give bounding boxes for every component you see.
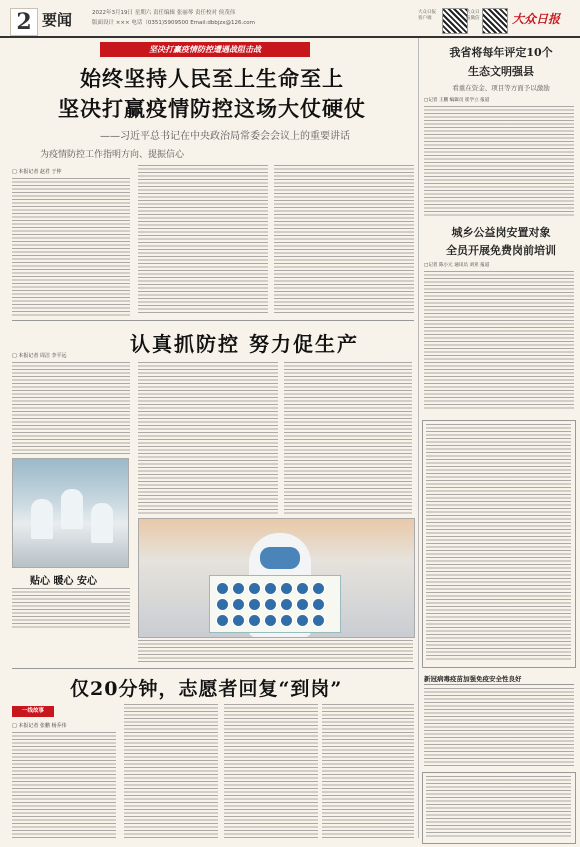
divider (12, 668, 414, 669)
worker-figure (31, 499, 53, 539)
right-story2-title-line1[interactable]: 城乡公益岗安置对象 (451, 226, 551, 239)
worker-figure (91, 503, 113, 543)
commentary-body (426, 424, 571, 662)
right-story3-body (424, 688, 574, 768)
masthead-logo: 大众日报 (512, 12, 561, 26)
lead-subheadline: ——习近平总书记在中央政治局常委会会议上的重要讲话 (100, 131, 350, 142)
header-contact-line: 版面设计 ××× 电话（0351)5909500 Email:dbbjzx@126.com (92, 20, 255, 26)
face-shield (260, 547, 300, 569)
second-headline[interactable]: 认真抓防控 努力促生产 (130, 332, 359, 356)
right-story1-byline: □记者 王鹏 编辑员 崔学立 报道 (424, 98, 490, 103)
right-story3-title[interactable]: 新冠病毒疫苗加强免疫安全性良好 (424, 675, 522, 683)
photo-caption-title: 贴心 暖心 安心 (30, 576, 97, 587)
qr-caption-wechat: 大众日报微信 (466, 10, 480, 21)
volunteer-photo[interactable] (138, 518, 415, 638)
right-story2-body (424, 271, 574, 411)
third-body-col3 (224, 704, 318, 840)
volunteer-photo-caption (138, 640, 413, 662)
column-divider (418, 38, 419, 838)
section-title: 要闻 (42, 11, 73, 29)
second-byline: □ 本报记者 周洁 李平远 (12, 353, 67, 359)
photo-caption-body (12, 588, 130, 628)
qr-code-icon[interactable] (482, 8, 508, 34)
second-body-col1 (12, 362, 130, 454)
third-body-col4 (322, 704, 414, 840)
medical-workers-photo[interactable] (12, 458, 129, 568)
lead-banner: 坚决打赢疫情防控遭遇战阻击战 (100, 42, 310, 57)
lead-body-col3 (274, 165, 414, 315)
second-body-col3 (284, 362, 412, 514)
right-story1-body (424, 106, 574, 218)
third-headline[interactable]: 仅20分钟，志愿者回复“到岗” (70, 678, 343, 700)
divider (12, 320, 414, 321)
third-body-col2 (124, 704, 218, 840)
notice-body (426, 776, 571, 838)
third-body-col1 (12, 732, 116, 840)
story-tag: 一线故事 (12, 706, 54, 717)
lead-body-col1 (12, 178, 130, 316)
worker-figure (61, 489, 83, 529)
qr-caption-app: 大众日报客户端 (418, 10, 436, 21)
lead-subheadline-2: 为疫情防控工作指明方向、提振信心 (40, 150, 185, 160)
lead-headline-line2[interactable]: 坚决打赢疫情防控这场大仗硬仗 (58, 96, 366, 121)
third-byline: □ 本报记者 张鹏 杨乔伟 (12, 723, 67, 729)
right-story1-title-line1[interactable]: 我省将每年评定10个 (449, 46, 553, 59)
header-divider (0, 36, 580, 38)
right-story2-byline: □记者 陈小元 通讯员 刘亚 报道 (424, 263, 490, 268)
lead-byline: □ 本报记者 赵君 于仲 (12, 169, 62, 175)
lead-headline-line1[interactable]: 始终坚持人民至上生命至上 (80, 66, 344, 91)
right-story2-title-line2[interactable]: 全员开展免费岗前培训 (446, 244, 556, 257)
divider (424, 684, 574, 685)
page-number: 2 (10, 8, 38, 36)
right-story1-title-line2[interactable]: 生态文明强县 (468, 65, 534, 78)
qr-code-icon[interactable] (442, 8, 468, 34)
right-story1-subtitle: 看重在资金、项目等方面予以激励 (452, 84, 550, 92)
lead-body-col2 (138, 165, 268, 315)
sticker-sheet (209, 575, 341, 633)
second-body-col2 (138, 362, 278, 514)
header-editor-line: 2022年3月19日 星期六 责任编辑 张丽琴 责任校对 侯茂伟 (92, 10, 236, 16)
